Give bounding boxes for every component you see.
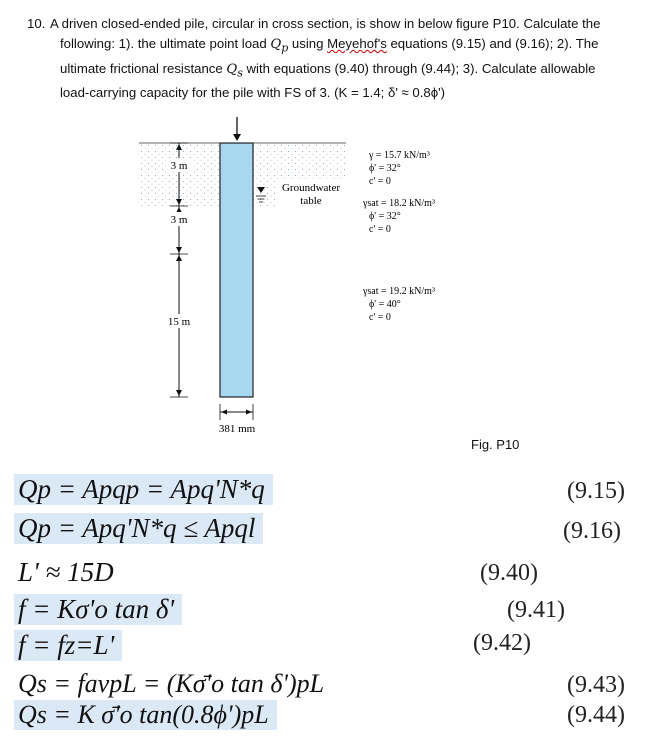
groundwater-label-1: Groundwater (281, 182, 341, 194)
layer-2-thickness: 3 m (170, 214, 188, 226)
pile-diameter: 381 mm (218, 423, 256, 435)
layer-2-prop-1: γsat = 18.2 kN/m³ (363, 198, 435, 209)
equation-number-9-43: (9.43) (567, 672, 625, 698)
equation-number-9-15: (9.15) (567, 478, 625, 504)
layer-3-prop-1: γsat = 19.2 kN/m³ (363, 286, 435, 297)
equation-number-9-42: (9.42) (473, 630, 531, 656)
layer-3-prop-2: ϕ' = 40° (369, 299, 401, 310)
equation-9-40: L' ≈ 15D (18, 557, 114, 587)
groundwater-label-2: table (300, 195, 322, 207)
layer-3-thickness: 15 m (167, 316, 191, 328)
equation-9-15: Qp = Apqp = Apq'N*q (14, 474, 273, 505)
equation-9-44: Qs = K σ̄'o tan(0.8ϕ')pL (14, 700, 277, 730)
equation-number-9-40: (9.40) (480, 560, 538, 586)
problem-line-2: following: 1). the ultimate point load $Q_p$ using Meyehof's equations (9.15) and (9.16); 2). The (60, 36, 599, 55)
equation-number-9-44: (9.44) (567, 702, 625, 728)
equation-9-42: f = fz=L' (14, 630, 122, 661)
problem-line-1: 10. A driven closed-ended pile, circular in cross section, is show in below figure P10. Calculate the (27, 14, 637, 34)
layer-3-prop-3: c' = 0 (369, 312, 391, 323)
pile (220, 143, 253, 397)
load-arrowhead (233, 134, 241, 141)
layer-1-thickness: 3 m (170, 160, 188, 172)
equation-number-9-41: (9.41) (507, 597, 565, 623)
equation-9-41: f = Kσ'o tan δ' (14, 594, 182, 625)
problem-line-4: load-carrying capacity for the pile with FS of 3. (K = 1.4; δ' ≈ 0.8ϕ') (60, 85, 446, 101)
equation-9-43: Qs = favpL = (Kσ̄'o tan δ')pL (18, 669, 325, 698)
layer-2-prop-2: ϕ' = 32° (369, 211, 401, 222)
equation-9-16: Qp = Apq'N*q ≤ Apql (14, 513, 263, 544)
layer-1-prop-1: γ = 15.7 kN/m³ (369, 150, 430, 161)
layer-1-prop-3: c' = 0 (369, 176, 391, 187)
figure-caption: Fig. P10 (471, 437, 520, 452)
author-name: Meyehof's (327, 36, 387, 51)
equation-number-9-16: (9.16) (563, 518, 621, 544)
problem-number: 10. (27, 16, 46, 31)
layer-1-prop-2: ϕ' = 32° (369, 163, 401, 174)
layer-2-prop-3: c' = 0 (369, 224, 391, 235)
problem-line-3: ultimate frictional resistance $Q_s$ with equations (9.40) through (9.44); 3). Calculate allowable (60, 60, 596, 80)
